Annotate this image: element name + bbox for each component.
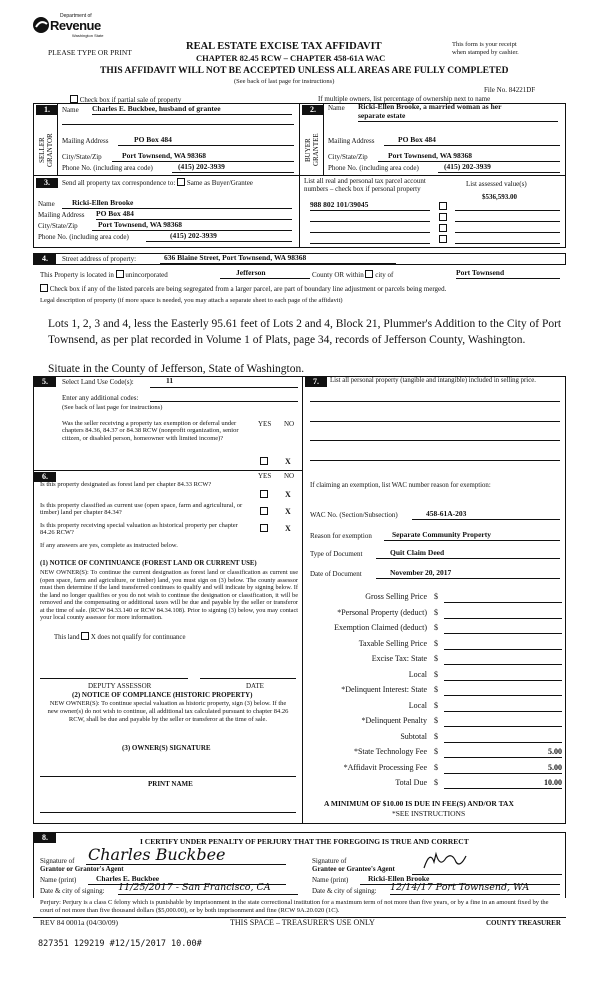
- parcel-1-checkbox[interactable]: [439, 202, 447, 210]
- parcel-2-checkbox[interactable]: [439, 213, 447, 221]
- grantee-sig-label-1: Signature of: [312, 857, 347, 865]
- grantor-name[interactable]: Charles E. Buckbee: [88, 875, 286, 885]
- parcel-1[interactable]: 988 802 101/39045: [310, 201, 430, 211]
- tax-row-label: Total Due: [395, 778, 427, 787]
- corr-mailing-label: Mailing Address: [38, 211, 85, 219]
- tax-row-value[interactable]: 5.00: [444, 763, 562, 774]
- tax-row-value[interactable]: [444, 670, 562, 681]
- receipt-note-2: when stamped by cashier.: [452, 49, 519, 56]
- grantee-name-label: Name (print): [312, 876, 349, 884]
- county[interactable]: Jefferson: [220, 269, 310, 279]
- forest-question: Is this property designated as forest land per chapter 84.33 RCW?: [40, 481, 212, 488]
- owner-signature-label: (3) OWNER(S) SIGNATURE: [122, 744, 211, 752]
- land-use-label: Select Land Use Code(s):: [62, 378, 134, 386]
- sec5-yes-checkbox[interactable]: [260, 457, 268, 465]
- unincorporated-checkbox[interactable]: [116, 270, 124, 278]
- minimum-note: A MINIMUM OF $10.00 IS DUE IN FEE(S) AND/OR TAX: [324, 799, 514, 808]
- property-city[interactable]: Port Townsend: [456, 269, 560, 279]
- tax-row-currency: $: [434, 623, 438, 632]
- tax-row-value[interactable]: [444, 592, 562, 603]
- exemption-reason[interactable]: Separate Community Property: [384, 531, 560, 541]
- perjury-notice: Perjury: Perjury is a class C felony which is punishable by imprisonment in the state correctional institution for a maximum term of not more than five years, or by a fine in an amount fixed by the court of not more than five thousand dollars ($5,000.00), or by both imprisonment and fine (RCW 9A.20.020 (1C).: [40, 899, 549, 914]
- tax-row-label: *Delinquent Interest: State: [341, 685, 427, 694]
- unincorporated-label: unincorporated: [125, 271, 168, 279]
- seller-city-label: City/State/Zip: [62, 153, 102, 161]
- assessed-label: List assessed value(s): [466, 180, 527, 188]
- tax-row-currency: $: [434, 747, 438, 756]
- tax-row-label: Local: [408, 700, 427, 710]
- doc-date[interactable]: November 20, 2017: [376, 569, 560, 579]
- grantor-date-label: Date & city of signing:: [40, 887, 105, 895]
- logo-state: Washington State: [72, 33, 104, 38]
- segregated-row: [40, 284, 446, 293]
- buyer-name-2[interactable]: separate estate: [358, 112, 558, 122]
- buyer-city[interactable]: Port Townsend, WA 98368: [378, 152, 560, 162]
- q1-yes-checkbox[interactable]: [260, 490, 268, 498]
- print-name-label: PRINT NAME: [148, 780, 193, 788]
- rev-number: REV 84 0001a (04/30/09): [40, 918, 118, 927]
- segregated-checkbox[interactable]: [40, 284, 48, 292]
- see-instructions: *SEE INSTRUCTIONS: [392, 809, 466, 818]
- sec5-num: 5.: [34, 377, 56, 387]
- legal-desc-1[interactable]: Lots 1, 2, 3 and 4, less the Easterly 95.61 feet of Lots 2 and 4, Block 21, Plummer's Addition to the City of Port: [48, 318, 562, 330]
- current-use-question: Is this property classified as current use (open space, farm and agricultural, or timber) land per chapter 84.34?: [40, 502, 243, 517]
- buyer-city-label: City/State/Zip: [328, 153, 368, 161]
- partial-sale-checkbox[interactable]: [70, 95, 78, 103]
- buyer-phone-label: Phone No. (including area code): [328, 164, 419, 172]
- tax-row-value[interactable]: [444, 623, 562, 634]
- corr-phone-label: Phone No. (including area code): [38, 233, 129, 241]
- seller-phone-label: Phone No. (including area code): [62, 164, 153, 172]
- see-back: (See back of last page for instructions): [234, 78, 335, 85]
- logo-name: Revenue: [50, 18, 101, 33]
- grantor-sig-label-1: Signature of: [40, 857, 75, 865]
- tax-row-currency: $: [434, 731, 438, 741]
- notice2-title: (2) NOTICE OF COMPLIANCE (HISTORIC PROPERTY): [72, 691, 253, 699]
- warning: THIS AFFIDAVIT WILL NOT BE ACCEPTED UNLESS ALL AREAS ARE FULLY COMPLETED: [100, 66, 509, 76]
- personal-property-label: List all personal property (tangible and intangible) included in selling price.: [330, 377, 536, 384]
- sec5-yes: YES: [258, 420, 272, 428]
- located-row: [40, 270, 168, 279]
- assessed-value-1[interactable]: $536,593.00: [482, 193, 517, 201]
- tax-row-currency: $: [434, 685, 438, 694]
- tax-row-label: Excise Tax: State: [371, 654, 427, 663]
- parcels-label-2: numbers – check box if personal property: [304, 185, 421, 193]
- sec1-num: 1.: [36, 105, 58, 115]
- does-not-label: X does not qualify for continuance: [90, 634, 186, 641]
- street-address[interactable]: 636 Blaine Street, Port Townsend, WA 98368: [164, 253, 307, 262]
- tax-row-currency: $: [434, 762, 438, 772]
- treasurer-stamp: 827351 129219 #12/15/2017 10.00#: [38, 939, 202, 949]
- historic-question: Is this property receiving special valuation as historical property per chapter 84.26 RCW?: [40, 522, 238, 537]
- sec6-yes: YES: [258, 472, 272, 480]
- tax-row-currency: $: [434, 716, 438, 725]
- buyer-mailing[interactable]: PO Box 484: [384, 136, 560, 146]
- grantee-sig-label-2: Grantee or Grantee's Agent: [312, 865, 395, 873]
- grantee-date[interactable]: 12/14/17 Port Townsend, WA: [390, 883, 560, 895]
- correspondence-label: Send all property tax correspondence to:: [62, 179, 176, 187]
- doc-type[interactable]: Quit Claim Deed: [376, 549, 560, 559]
- additional-codes-note: (See back of last page for instructions): [62, 404, 163, 411]
- same-as-label: Same as Buyer/Grantee: [186, 179, 253, 187]
- exemption-question: Was the seller receiving a property tax exemption or deferral under chapters 84.36, 84.37 or 84.38 RCW (nonprofit organization, senior citizen, or disabled person, homeowner with limited income)?: [62, 420, 239, 442]
- q2-yes-checkbox[interactable]: [260, 507, 268, 515]
- logo-dept: Department of: [60, 13, 92, 19]
- corr-name-label: Name: [38, 200, 55, 208]
- seller-phone[interactable]: (415) 202-3939: [172, 163, 294, 173]
- logo-swoosh-icon: [32, 16, 50, 34]
- buyer-phone[interactable]: (415) 202-3939: [438, 163, 560, 173]
- grantee-name[interactable]: Ricki-Ellen Brooke: [360, 875, 560, 885]
- seller-name-label: Name: [62, 106, 79, 114]
- city-of-label: city of: [375, 271, 394, 279]
- notice1-body: NEW OWNER(S): To continue the current designation as forest land or classification as current use (open space, farm and agriculture, or timber) land, you must sign on (3) below. The county assessor must then determine if the land transferred continues to qualify and will indicate by signing below. If the land no longer qualifies or you do not wish to continue the designation or classification, it will be removed and the compensating or additional taxes will be due and payable by the seller or transferor at the time of sale. (RCW 84.33.140 or RCW 84.34.108). Prior to signing (3) below, you may contact your local county assessor for more information.: [40, 569, 298, 622]
- tax-row-label: Subtotal: [400, 731, 427, 741]
- tax-row-currency: $: [434, 654, 438, 663]
- please-type: PLEASE TYPE OR PRINT: [48, 48, 132, 57]
- reason-label: Reason for exemption: [310, 532, 372, 540]
- tax-row-label: Local: [408, 669, 427, 679]
- corr-phone[interactable]: (415) 202-3939: [146, 232, 292, 242]
- seller-vlabel: SELLER GRANTOR: [38, 133, 55, 167]
- tax-row-label: *Delinquent Penalty: [361, 716, 427, 725]
- street-label: Street address of property:: [62, 255, 137, 263]
- treasurer-use: THIS SPACE – TREASURER'S USE ONLY: [230, 918, 375, 927]
- tax-row-label: *Affidavit Processing Fee: [343, 762, 427, 772]
- tax-row-currency: $: [434, 669, 438, 679]
- deputy-assessor: DEPUTY ASSESSOR: [88, 682, 152, 690]
- grantee-date-label: Date & city of signing:: [312, 887, 377, 895]
- sec8-num: 8.: [34, 833, 56, 843]
- located-row-2: [312, 270, 393, 279]
- seller-name[interactable]: Charles E. Buckbee, husband of grantee: [92, 105, 292, 115]
- land-use-code[interactable]: 11: [166, 376, 174, 385]
- wac-label: WAC No. (Section/Subsection): [310, 511, 398, 519]
- this-land-label: This land: [54, 634, 80, 641]
- sec7-num: 7.: [305, 377, 327, 387]
- sec5-no: NO: [284, 420, 295, 428]
- receipt-note-1: This form is your receipt: [452, 41, 517, 48]
- tax-row-value[interactable]: [444, 608, 562, 619]
- legal-label: Legal description of property (if more space is needed, you may attach a separate sheet to each page of the affidavit): [40, 297, 343, 304]
- exemption-label: If claiming an exemption, list WAC number reason for exemption:: [310, 482, 491, 489]
- tax-row-currency: $: [434, 607, 438, 617]
- wac-number[interactable]: 458-61A-203: [412, 510, 560, 520]
- corr-city[interactable]: Port Townsend, WA 98368: [92, 221, 292, 231]
- tax-row-currency: $: [434, 778, 438, 787]
- tax-row-value[interactable]: 10.00: [444, 778, 562, 789]
- buyer-name[interactable]: Ricki-Ellen Brooke, a married woman as her: [358, 102, 502, 111]
- seller-mailing-label: Mailing Address: [62, 137, 109, 145]
- assessor-date: DATE: [246, 682, 264, 690]
- sec6-num: 6.: [34, 472, 56, 482]
- dor-logo: [32, 14, 102, 40]
- tax-row-value[interactable]: [444, 716, 562, 727]
- file-no: File No. 84221DF: [484, 86, 536, 94]
- parcel-3-checkbox[interactable]: [439, 224, 447, 232]
- tax-row-value[interactable]: 5.00: [444, 747, 562, 758]
- legal-desc-3[interactable]: Situate in the County of Jefferson, State of Washington.: [48, 363, 305, 375]
- tax-row-value[interactable]: [444, 701, 562, 712]
- buyer-mailing-label: Mailing Address: [328, 137, 375, 145]
- if-yes-note: If any answers are yes, complete as instructed below.: [40, 542, 178, 549]
- page-title: REAL ESTATE EXCISE TAX AFFIDAVIT: [186, 41, 382, 52]
- grantor-date[interactable]: 11/25/2017 - San Francisco, CA: [118, 883, 298, 895]
- located-label-1: This Property is located in: [40, 271, 114, 279]
- tax-row-currency: $: [434, 700, 438, 710]
- tax-row-value[interactable]: [444, 654, 562, 665]
- segregated-label: Check box if any of the listed parcels are being segregated from a larger parcel, are part of boundary line adjustment or parcels being merged.: [49, 285, 447, 293]
- notice1-title: (1) NOTICE OF CONTINUANCE (FOREST LAND OR CURRENT USE): [40, 560, 257, 567]
- q3-yes-checkbox[interactable]: [260, 524, 268, 532]
- same-as-buyer-checkbox[interactable]: [177, 178, 185, 186]
- sec6-no: NO: [284, 472, 295, 480]
- multiple-owners-note: If multiple owners, list percentage of ownership next to name: [318, 95, 491, 103]
- tax-row-label: Gross Selling Price: [365, 592, 427, 601]
- parcels-label-1: List all real and personal tax parcel account: [304, 177, 426, 185]
- grantor-sig-label-2: Grantor or Grantor's Agent: [40, 865, 124, 873]
- tax-row-label: Taxable Selling Price: [358, 638, 427, 648]
- does-checkbox[interactable]: [81, 632, 89, 640]
- continuance-row: [54, 632, 185, 642]
- sec5-no-answer[interactable]: X: [285, 457, 291, 466]
- tax-row-value[interactable]: [444, 685, 562, 696]
- notice2-body: NEW OWNER(S): To continue special valuation as historic property, sign (3) below. If the new owner(s) do not wish to continue, all additional tax calculated pursuant to chapter 84.26 RCW, shall be due and payable by the seller or transferor at the time of sale.: [47, 700, 289, 723]
- q3-answer[interactable]: X: [285, 524, 291, 533]
- tax-row-currency: $: [434, 592, 438, 601]
- legal-desc-2[interactable]: Townsend, as per plat recorded in Volume 1 of Plats, page 34, records of Jefferson County, Washington.: [48, 334, 526, 346]
- tax-row-label: Exemption Claimed (deduct): [334, 623, 427, 632]
- within-city-checkbox[interactable]: [365, 270, 373, 278]
- tax-row-label: *Personal Property (deduct): [337, 607, 427, 617]
- grantor-name-label: Name (print): [40, 876, 77, 884]
- grantee-signature-icon[interactable]: [420, 848, 470, 872]
- doc-type-label: Type of Document: [310, 550, 363, 558]
- grantor-signature[interactable]: Charles Buckbee: [88, 845, 226, 864]
- corr-city-label: City/State/Zip: [38, 222, 78, 230]
- partial-sale-label: Check box if partial sale of property: [79, 96, 182, 104]
- q2-answer[interactable]: X: [285, 507, 291, 516]
- seller-city[interactable]: Port Townsend, WA 98368: [112, 152, 294, 162]
- buyer-name-label: Name: [328, 104, 345, 112]
- doc-date-label: Date of Document: [310, 570, 362, 578]
- tax-row-currency: $: [434, 638, 438, 648]
- located-label-2: County OR within: [312, 271, 364, 279]
- sec4-num: 4.: [34, 254, 56, 264]
- tax-row-value[interactable]: [444, 732, 562, 743]
- sec3-num: 3.: [36, 178, 58, 188]
- seller-mailing[interactable]: PO Box 484: [118, 136, 294, 146]
- buyer-vlabel: BUYER GRANTEE: [304, 133, 321, 167]
- corr-mailing[interactable]: PO Box 484: [96, 210, 292, 220]
- tax-row-label: *State Technology Fee: [353, 747, 427, 756]
- county-treasurer: COUNTY TREASURER: [486, 919, 561, 927]
- chapter: CHAPTER 82.45 RCW – CHAPTER 458-61A WAC: [196, 53, 386, 63]
- parcel-4-checkbox[interactable]: [439, 235, 447, 243]
- corr-name[interactable]: Ricki-Ellen Brooke: [62, 199, 292, 209]
- certify-statement: I CERTIFY UNDER PENALTY OF PERJURY THAT THE FOREGOING IS TRUE AND CORRECT: [140, 837, 469, 846]
- additional-codes-label: Enter any additional codes:: [62, 394, 139, 402]
- sec2-num: 2.: [302, 105, 324, 115]
- tax-row-value[interactable]: [444, 639, 562, 650]
- q1-answer[interactable]: X: [285, 490, 291, 499]
- correspondence-row: [62, 178, 253, 187]
